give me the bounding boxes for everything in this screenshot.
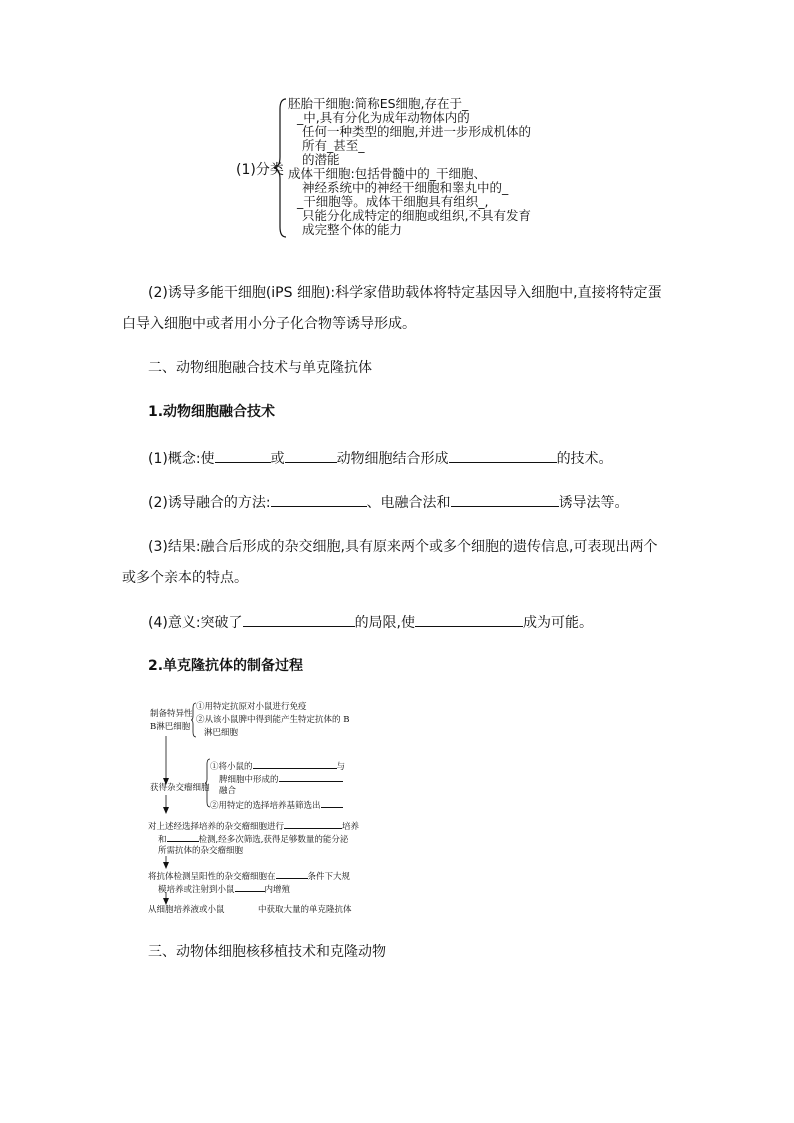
- mab-title: 2.单克隆抗体的制备过程: [148, 658, 304, 674]
- method-text-b: 、电融合法和: [366, 495, 451, 511]
- fusion-result-line-2: 或多个亲本的特点。: [122, 570, 248, 586]
- step3-text: 检测,经多次筛选,获得足够数量的能分泌: [198, 835, 349, 845]
- step4-text: 模培养或注射到小鼠: [158, 885, 235, 895]
- adult-line: 神经系统中的神经干细胞和睾丸中的_: [302, 180, 509, 195]
- method-text-a: (2)诱导融合的方法:: [148, 495, 271, 511]
- fusion-result-line-1: (3)结果:融合后形成的杂交细胞,具有原来两个或多个细胞的遗传信息,可表现出两个: [148, 539, 658, 555]
- blank: [284, 819, 342, 829]
- method-text-c: 诱导法等。: [558, 495, 629, 511]
- step2-text: 与: [336, 762, 346, 772]
- es-line: 胚胎干细胞:简称ES细胞,存在于_: [288, 96, 469, 111]
- step3-text: 培养: [342, 822, 360, 832]
- step5-text-a: 从细胞培养液或小鼠: [148, 905, 225, 915]
- concept-text-a: (1)概念:使: [148, 451, 215, 467]
- ips-line-1: (2)诱导多能干细胞(iPS 细胞):科学家借助载体将特定基因导入细胞中,直接将特定蛋: [148, 285, 662, 301]
- adult-line: 只能分化成特定的细胞或组织,不具有发育: [302, 208, 531, 223]
- step2-item-4: [210, 798, 343, 813]
- step4-text: 条件下大规: [307, 872, 351, 882]
- blank: [235, 882, 265, 892]
- blank: [321, 798, 343, 808]
- step2-item-2: [219, 772, 343, 787]
- step4-text: 内增殖: [264, 885, 291, 895]
- step3-text: 和: [158, 835, 167, 845]
- step2-label: 获得杂交瘤细胞: [150, 783, 210, 793]
- es-line: 的潜能: [302, 152, 340, 167]
- section-3-title: 三、动物体细胞核移植技术和克隆动物: [148, 944, 386, 960]
- step1-label-2: B淋巴细胞: [150, 722, 191, 732]
- concept-text-b: 或: [270, 451, 285, 467]
- step2-text: ②用特定的选择培养基筛选出: [210, 801, 321, 811]
- arrow-down-icon: [162, 736, 170, 786]
- concept-text-c: 动物细胞结合形成: [336, 451, 449, 467]
- adult-line: 成完整个体的能力: [302, 222, 403, 237]
- concept-text-d: 的技术。: [556, 451, 613, 467]
- meaning-text-c: 成为可能。: [523, 615, 594, 631]
- es-line: _中,具有分化为成年动物体内的: [297, 110, 470, 125]
- step5-text-b: 中获取大量的单克隆抗体: [258, 905, 352, 915]
- ips-line-2: 白导入细胞中或者用小分子化合物等诱导形成。: [122, 316, 416, 332]
- blank: [276, 869, 308, 879]
- classification-label: (1)分类: [236, 162, 284, 178]
- step3-text: 对上述经选择培养的杂交瘤细胞进行: [148, 822, 285, 832]
- step1-label-1: 制备特异性: [150, 709, 193, 719]
- step3-line-3: 所需抗体的杂交瘤细胞: [158, 846, 244, 856]
- adult-line: 成体干细胞:包括骨髓中的_干细胞、: [288, 166, 486, 181]
- step1-item: 淋巴细胞: [204, 728, 239, 738]
- fusion-title: 1.动物细胞融合技术: [148, 404, 276, 420]
- blank: [253, 759, 337, 769]
- step2-text: 脾细胞中形成的: [219, 775, 279, 785]
- blank: [279, 772, 343, 782]
- arrow-down-icon: [162, 795, 170, 815]
- meaning-text-a: (4)意义:突破了: [148, 615, 243, 631]
- adult-line: _干细胞等。成体干细胞具有组织_,: [297, 194, 489, 209]
- blank: [167, 832, 199, 842]
- step2-text: ①将小鼠的: [210, 762, 253, 772]
- es-line: 所有_甚至_: [302, 138, 365, 153]
- arrow-down-icon: [162, 856, 170, 870]
- meaning-text-b: 的局限,使: [354, 615, 416, 631]
- step4-text: 将抗体检测呈阳性的杂交瘤细胞在: [148, 872, 276, 882]
- step2-item-3: 融合: [219, 786, 237, 796]
- section-2-title: 二、动物细胞融合技术与单克隆抗体: [148, 360, 372, 376]
- step1-item: ②从该小鼠脾中得到能产生特定抗体的 B: [196, 715, 350, 725]
- step1-item: ①用特定抗原对小鼠进行免疫: [196, 702, 307, 712]
- es-line: 任何一种类型的细胞,并进一步形成机体的: [302, 124, 531, 139]
- step4-line-2: [158, 882, 290, 897]
